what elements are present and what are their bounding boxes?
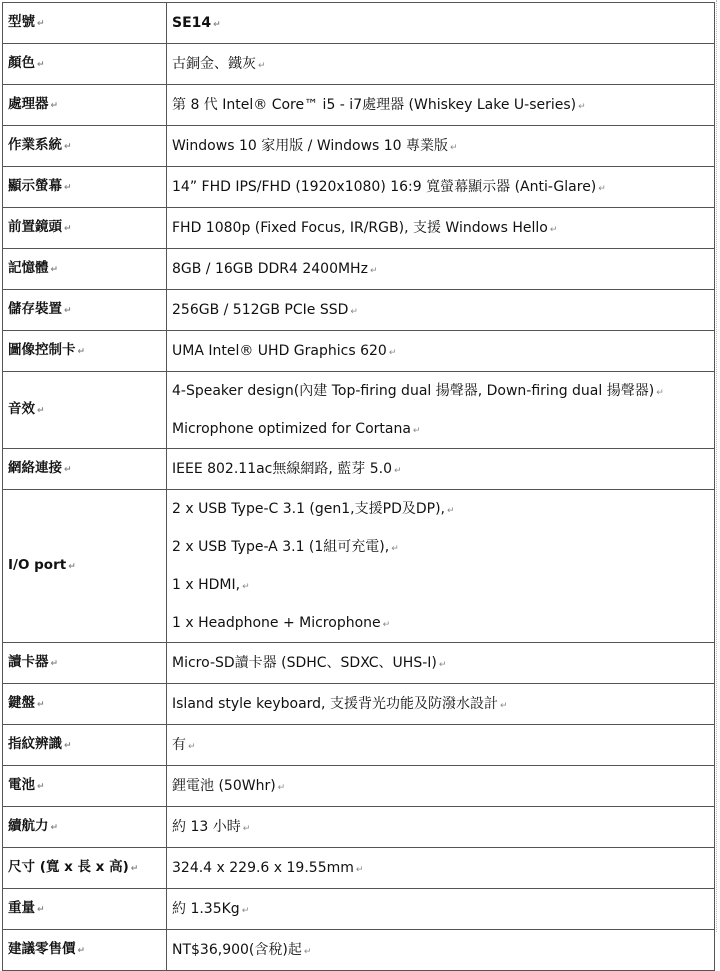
spec-label bbox=[3, 44, 167, 85]
paragraph-mark-icon: ↵ bbox=[412, 426, 421, 436]
spec-value bbox=[167, 44, 715, 85]
spec-label bbox=[3, 372, 167, 449]
paragraph-mark-icon: ↵ bbox=[64, 142, 72, 152]
paragraph-mark-icon: ↵ bbox=[64, 224, 72, 234]
spec-value-line bbox=[172, 808, 714, 846]
paragraph-mark-icon: ↵ bbox=[64, 183, 72, 193]
spec-label-text: 電池 bbox=[8, 777, 35, 793]
paragraph-mark-icon: ↵ bbox=[241, 906, 250, 916]
paragraph-mark-icon: ↵ bbox=[37, 700, 45, 710]
spec-label-text: 記憶體 bbox=[8, 260, 49, 276]
spec-value-text: Microphone optimized for Cortana bbox=[172, 421, 411, 437]
paragraph-mark-icon: ↵ bbox=[50, 659, 59, 669]
paragraph-mark-icon: ↵ bbox=[68, 562, 76, 572]
spec-row bbox=[3, 44, 715, 85]
spec-row bbox=[3, 725, 715, 766]
spec-value bbox=[167, 290, 715, 331]
paragraph-mark-icon: ↵ bbox=[394, 466, 402, 476]
paragraph-mark-icon: ↵ bbox=[64, 741, 72, 751]
paragraph-mark-icon: ↵ bbox=[578, 102, 586, 112]
spec-label-text: 網絡連接 bbox=[8, 460, 62, 476]
spec-row bbox=[3, 167, 715, 208]
spec-label bbox=[3, 3, 167, 44]
spec-value-line bbox=[172, 45, 714, 83]
spec-value-line bbox=[172, 566, 714, 604]
spec-label bbox=[3, 643, 167, 684]
spec-value-line bbox=[172, 685, 714, 723]
spec-value-text: 1 x Headphone + Microphone bbox=[172, 615, 381, 631]
spec-value bbox=[167, 167, 715, 208]
spec-value-text: Micro-SD讀卡器 (SDHC、SDXC、UHS-I) bbox=[172, 655, 437, 671]
spec-label-text: 建議零售價 bbox=[8, 941, 76, 957]
spec-row bbox=[3, 331, 715, 372]
paragraph-mark-icon: ↵ bbox=[369, 266, 378, 276]
spec-value-line bbox=[172, 528, 714, 566]
spec-value bbox=[167, 807, 715, 848]
spec-value-text: Windows 10 家用版 / Windows 10 專業版 bbox=[172, 138, 449, 154]
paragraph-mark-icon: ↵ bbox=[388, 348, 397, 358]
spec-label-text: 鍵盤 bbox=[8, 695, 35, 711]
spec-value-text: 4-Speaker design(內建 Top-firing dual 揚聲器, Down-firing dual 揚聲器) bbox=[172, 383, 655, 399]
spec-label bbox=[3, 848, 167, 889]
spec-value-line bbox=[172, 4, 714, 42]
spec-value-line bbox=[172, 490, 714, 528]
spec-value-text: 古銅金、鐵灰 bbox=[172, 56, 256, 72]
paragraph-mark-icon: ↵ bbox=[258, 61, 266, 71]
paragraph-mark-icon: ↵ bbox=[188, 742, 196, 752]
spec-value-line bbox=[172, 931, 714, 969]
spec-value bbox=[167, 449, 715, 490]
spec-value-line bbox=[172, 767, 714, 805]
spec-value bbox=[167, 331, 715, 372]
spec-label bbox=[3, 684, 167, 725]
spec-value-line bbox=[172, 450, 714, 488]
spec-value-line bbox=[172, 644, 714, 682]
spec-row bbox=[3, 766, 715, 807]
spec-label bbox=[3, 807, 167, 848]
paragraph-mark-icon: ↵ bbox=[77, 946, 86, 956]
spec-row bbox=[3, 3, 715, 44]
paragraph-mark-icon: ↵ bbox=[303, 947, 312, 957]
spec-label-text: 處理器 bbox=[8, 96, 49, 112]
paragraph-mark-icon: ↵ bbox=[355, 865, 364, 875]
spec-value-text: IEEE 802.11ac無線網路, 藍芽 5.0 bbox=[172, 461, 392, 477]
paragraph-mark-icon: ↵ bbox=[64, 306, 72, 316]
spec-label-text: 圖像控制卡 bbox=[8, 342, 76, 358]
spec-value-text: 鋰電池 (50Whr) bbox=[172, 778, 276, 794]
paragraph-mark-icon: ↵ bbox=[50, 265, 59, 275]
spec-value-text: 有 bbox=[172, 737, 186, 753]
spec-value bbox=[167, 889, 715, 930]
paragraph-mark-icon: ↵ bbox=[37, 905, 45, 915]
spec-label-text: 重量 bbox=[8, 900, 35, 916]
spec-value-text: 324.4 x 229.6 x 19.55mm bbox=[172, 860, 354, 876]
spec-value-line bbox=[172, 291, 714, 329]
spec-value-text: 2 x USB Type-C 3.1 (gen1,支援PD及DP), bbox=[172, 501, 445, 517]
spec-value-line bbox=[172, 209, 714, 247]
paragraph-mark-icon: ↵ bbox=[50, 823, 59, 833]
paragraph-mark-icon: ↵ bbox=[549, 225, 558, 235]
paragraph-mark-icon: ↵ bbox=[64, 465, 72, 475]
spec-label bbox=[3, 490, 167, 643]
spec-value-line bbox=[172, 604, 714, 642]
spec-row bbox=[3, 249, 715, 290]
spec-value-text: 第 8 代 Intel® Core™ i5 - i7處理器 (Whiskey Lake U-series) bbox=[172, 97, 577, 113]
spec-value bbox=[167, 85, 715, 126]
spec-label-text: 顯示螢幕 bbox=[8, 178, 62, 194]
spec-value-line bbox=[172, 332, 714, 370]
spec-value-line bbox=[172, 86, 714, 124]
spec-value bbox=[167, 684, 715, 725]
spec-label-text: 儲存裝置 bbox=[8, 301, 62, 317]
spec-value-text: 8GB / 16GB DDR4 2400MHz bbox=[172, 261, 368, 277]
paragraph-mark-icon: ↵ bbox=[37, 406, 45, 416]
page-edge-divider bbox=[716, 0, 720, 932]
spec-row bbox=[3, 684, 715, 725]
spec-row bbox=[3, 372, 715, 449]
spec-row bbox=[3, 490, 715, 643]
spec-value bbox=[167, 490, 715, 643]
paragraph-mark-icon: ↵ bbox=[438, 660, 447, 670]
spec-label-text: 續航力 bbox=[8, 818, 49, 834]
paragraph-mark-icon: ↵ bbox=[446, 506, 455, 516]
paragraph-mark-icon: ↵ bbox=[50, 101, 59, 111]
spec-label bbox=[3, 290, 167, 331]
spec-value-line bbox=[172, 410, 714, 448]
paragraph-mark-icon: ↵ bbox=[77, 347, 86, 357]
paragraph-mark-icon: ↵ bbox=[130, 864, 139, 874]
spec-label-text: I/O port bbox=[8, 557, 67, 573]
paragraph-mark-icon: ↵ bbox=[213, 20, 221, 30]
paragraph-mark-icon: ↵ bbox=[242, 824, 251, 834]
spec-value bbox=[167, 3, 715, 44]
spec-label bbox=[3, 449, 167, 490]
spec-row bbox=[3, 208, 715, 249]
spec-label-text: 作業系統 bbox=[8, 137, 62, 153]
spec-label bbox=[3, 889, 167, 930]
spec-value-text: 2 x USB Type-A 3.1 (1組可充電), bbox=[172, 539, 390, 555]
spec-table-body bbox=[3, 3, 715, 971]
spec-value bbox=[167, 848, 715, 889]
spec-row bbox=[3, 126, 715, 167]
spec-value-text: 約 13 小時 bbox=[172, 819, 241, 835]
spec-label-text: 讀卡器 bbox=[8, 654, 49, 670]
spec-value bbox=[167, 725, 715, 766]
spec-value bbox=[167, 372, 715, 449]
spec-value bbox=[167, 930, 715, 971]
spec-value-text: 1 x HDMI, bbox=[172, 577, 241, 593]
spec-value-line bbox=[172, 127, 714, 165]
spec-value-text: 約 1.35Kg bbox=[172, 901, 240, 917]
spec-value-text: UMA Intel® UHD Graphics 620 bbox=[172, 343, 387, 359]
paragraph-mark-icon: ↵ bbox=[382, 620, 391, 630]
spec-value-line bbox=[172, 890, 714, 928]
spec-value-text: FHD 1080p (Fixed Focus, IR/RGB), 支援 Windows Hello bbox=[172, 220, 548, 236]
spec-value bbox=[167, 249, 715, 290]
spec-value-line bbox=[172, 250, 714, 288]
spec-label bbox=[3, 249, 167, 290]
spec-value-line bbox=[172, 849, 714, 887]
spec-value bbox=[167, 126, 715, 167]
spec-label-text: 顏色 bbox=[8, 55, 35, 71]
spec-label bbox=[3, 85, 167, 126]
spec-row bbox=[3, 85, 715, 126]
spec-label bbox=[3, 126, 167, 167]
paragraph-mark-icon: ↵ bbox=[391, 544, 399, 554]
paragraph-mark-icon: ↵ bbox=[37, 782, 45, 792]
spec-label-text: 尺寸 (寬 x 長 x 高) bbox=[8, 859, 129, 875]
spec-label bbox=[3, 930, 167, 971]
paragraph-mark-icon: ↵ bbox=[598, 184, 606, 194]
paragraph-mark-icon: ↵ bbox=[37, 19, 45, 29]
spec-value-text: 14” FHD IPS/FHD (1920x1080) 16:9 寬螢幕顯示器 (Anti-Glare) bbox=[172, 179, 597, 195]
spec-row bbox=[3, 807, 715, 848]
spec-value-line bbox=[172, 372, 714, 410]
paragraph-mark-icon: ↵ bbox=[656, 388, 664, 398]
spec-value bbox=[167, 208, 715, 249]
spec-row bbox=[3, 930, 715, 971]
spec-row bbox=[3, 449, 715, 490]
spec-value-text: 256GB / 512GB PCIe SSD bbox=[172, 302, 349, 318]
spec-label-text: 音效 bbox=[8, 401, 35, 417]
spec-row bbox=[3, 848, 715, 889]
spec-value-line bbox=[172, 168, 714, 206]
spec-value-text: Island style keyboard, 支援背光功能及防潑水設計 bbox=[172, 696, 498, 712]
spec-value-text: SE14 bbox=[172, 15, 212, 31]
spec-label bbox=[3, 331, 167, 372]
spec-label-text: 型號 bbox=[8, 14, 35, 30]
spec-value bbox=[167, 643, 715, 684]
spec-row bbox=[3, 889, 715, 930]
spec-label bbox=[3, 766, 167, 807]
paragraph-mark-icon: ↵ bbox=[499, 701, 508, 711]
spec-label bbox=[3, 208, 167, 249]
paragraph-mark-icon: ↵ bbox=[277, 783, 286, 793]
spec-label-text: 前置鏡頭 bbox=[8, 219, 62, 235]
paragraph-mark-icon: ↵ bbox=[37, 60, 45, 70]
spec-row bbox=[3, 643, 715, 684]
spec-label-text: 指紋辨識 bbox=[8, 736, 62, 752]
spec-row bbox=[3, 290, 715, 331]
spec-label bbox=[3, 167, 167, 208]
spec-value bbox=[167, 766, 715, 807]
paragraph-mark-icon: ↵ bbox=[450, 143, 458, 153]
spec-value-line bbox=[172, 726, 714, 764]
spec-label bbox=[3, 725, 167, 766]
spec-value-text: NT$36,900(含稅)起 bbox=[172, 942, 302, 958]
paragraph-mark-icon: ↵ bbox=[242, 582, 250, 592]
spec-table bbox=[2, 2, 715, 971]
paragraph-mark-icon: ↵ bbox=[350, 307, 358, 317]
